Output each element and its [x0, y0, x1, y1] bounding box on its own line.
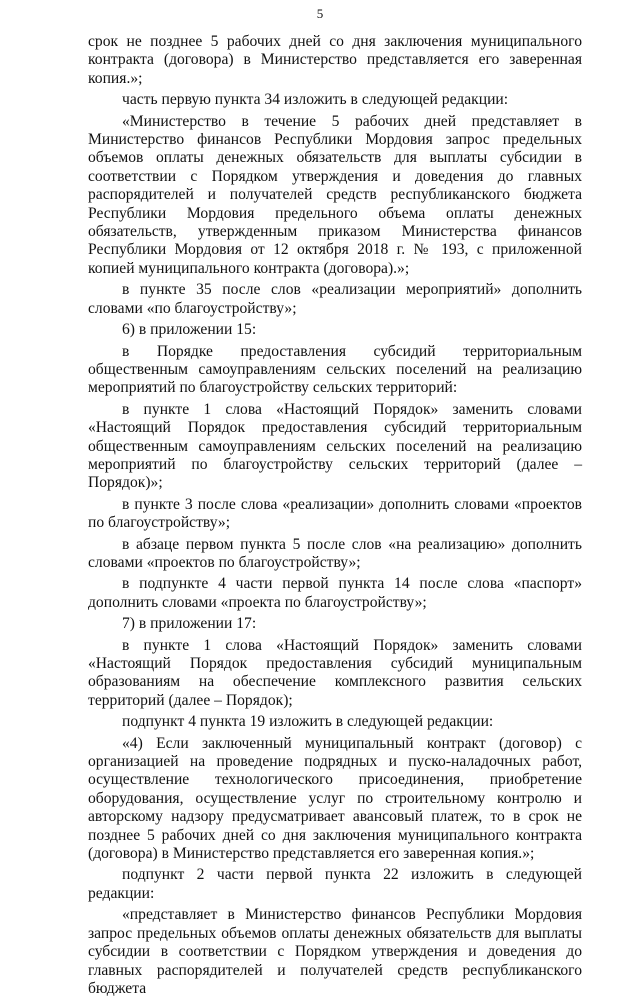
- paragraph: в пункте 35 после слов «реализации мероприятий» дополнить словами «по благоустройству»;: [88, 281, 582, 317]
- paragraph: в Порядке предоставления субсидий территориальным общественным самоуправлениям сельских поселений на реализацию мероприятий по благоустройству сельских территорий:: [88, 342, 582, 397]
- paragraph: «Министерство в течение 5 рабочих дней представляет в Министерство финансов Республики Мордовия запрос предельных объемов оплаты денежных обязательств для выплаты субсидии в соответствии с Порядком утверждения и доведения до главных распорядителей и получателей средств республиканского бюджета Республики Мордовия предельного объема оплаты денежных обязательств, утвержденным приказом Министерства финансов Республики Мордовия от 12 октября 2018 г. № 193, с приложенной копией муниципального контракта (договора).»;: [88, 112, 582, 277]
- paragraph: в пункте 1 слова «Настоящий Порядок» заменить словами «Настоящий Порядок предоставления субсидий территориальным общественным самоуправлениям сельских поселений на реализацию мероприятий по благоустройству сельских территорий (далее – Порядок)»;: [88, 400, 582, 492]
- paragraph: 6) в приложении 15:: [122, 321, 257, 339]
- paragraph: часть первую пункта 34 изложить в следующей редакции:: [122, 91, 509, 109]
- document-body: [88, 33, 582, 998]
- paragraph: в абзаце первом пункта 5 после слов «на реализацию» дополнить словами «проектов по благоустройству»;: [88, 535, 582, 571]
- paragraph: 7) в приложении 17:: [122, 615, 257, 633]
- paragraph: подпункт 2 части первой пункта 22 изложить в следующей редакции:: [88, 866, 582, 902]
- paragraph: подпункт 4 пункта 19 изложить в следующей редакции:: [122, 713, 494, 731]
- paragraph: «4) Если заключенный муниципальный контракт (договор) с организацией на проведение подрядных и пуско-наладочных работ, осуществление технологического присоединения, приобретение оборудования, осуществление услуг по строительному контролю и авторскому надзору предусматривает авансовый платеж, то в срок не позднее 5 рабочих дней со дня заключения муниципального контракта (договора) в Министерство представляется его заверенная копия.»;: [88, 734, 582, 863]
- page-number: 5: [316, 6, 324, 21]
- paragraph: срок не позднее 5 рабочих дней со дня заключения муниципального контракта (договора) в Министерство представляется его заверенная копия.»;: [88, 33, 582, 87]
- paragraph: «представляет в Министерство финансов Республики Мордовия запрос предельных объемов оплаты денежных обязательств для выплаты субсидии в соответствии с Порядком утверждения и доведения до главных распорядителей и получателей средств республиканского бюджета: [88, 906, 582, 997]
- paragraph: в подпункте 4 части первой пункта 14 после слова «паспорт» дополнить словами «проекта по благоустройству»;: [88, 575, 582, 611]
- paragraph: в пункте 3 после слова «реализации» дополнить словами «проектов по благоустройству»;: [88, 495, 582, 532]
- paragraph: в пункте 1 слова «Настоящий Порядок» заменить словами «Настоящий Порядок предоставления субсидий муниципальным образованиям на обеспечение комплексного развития сельских территорий (далее – Порядок);: [88, 636, 582, 709]
